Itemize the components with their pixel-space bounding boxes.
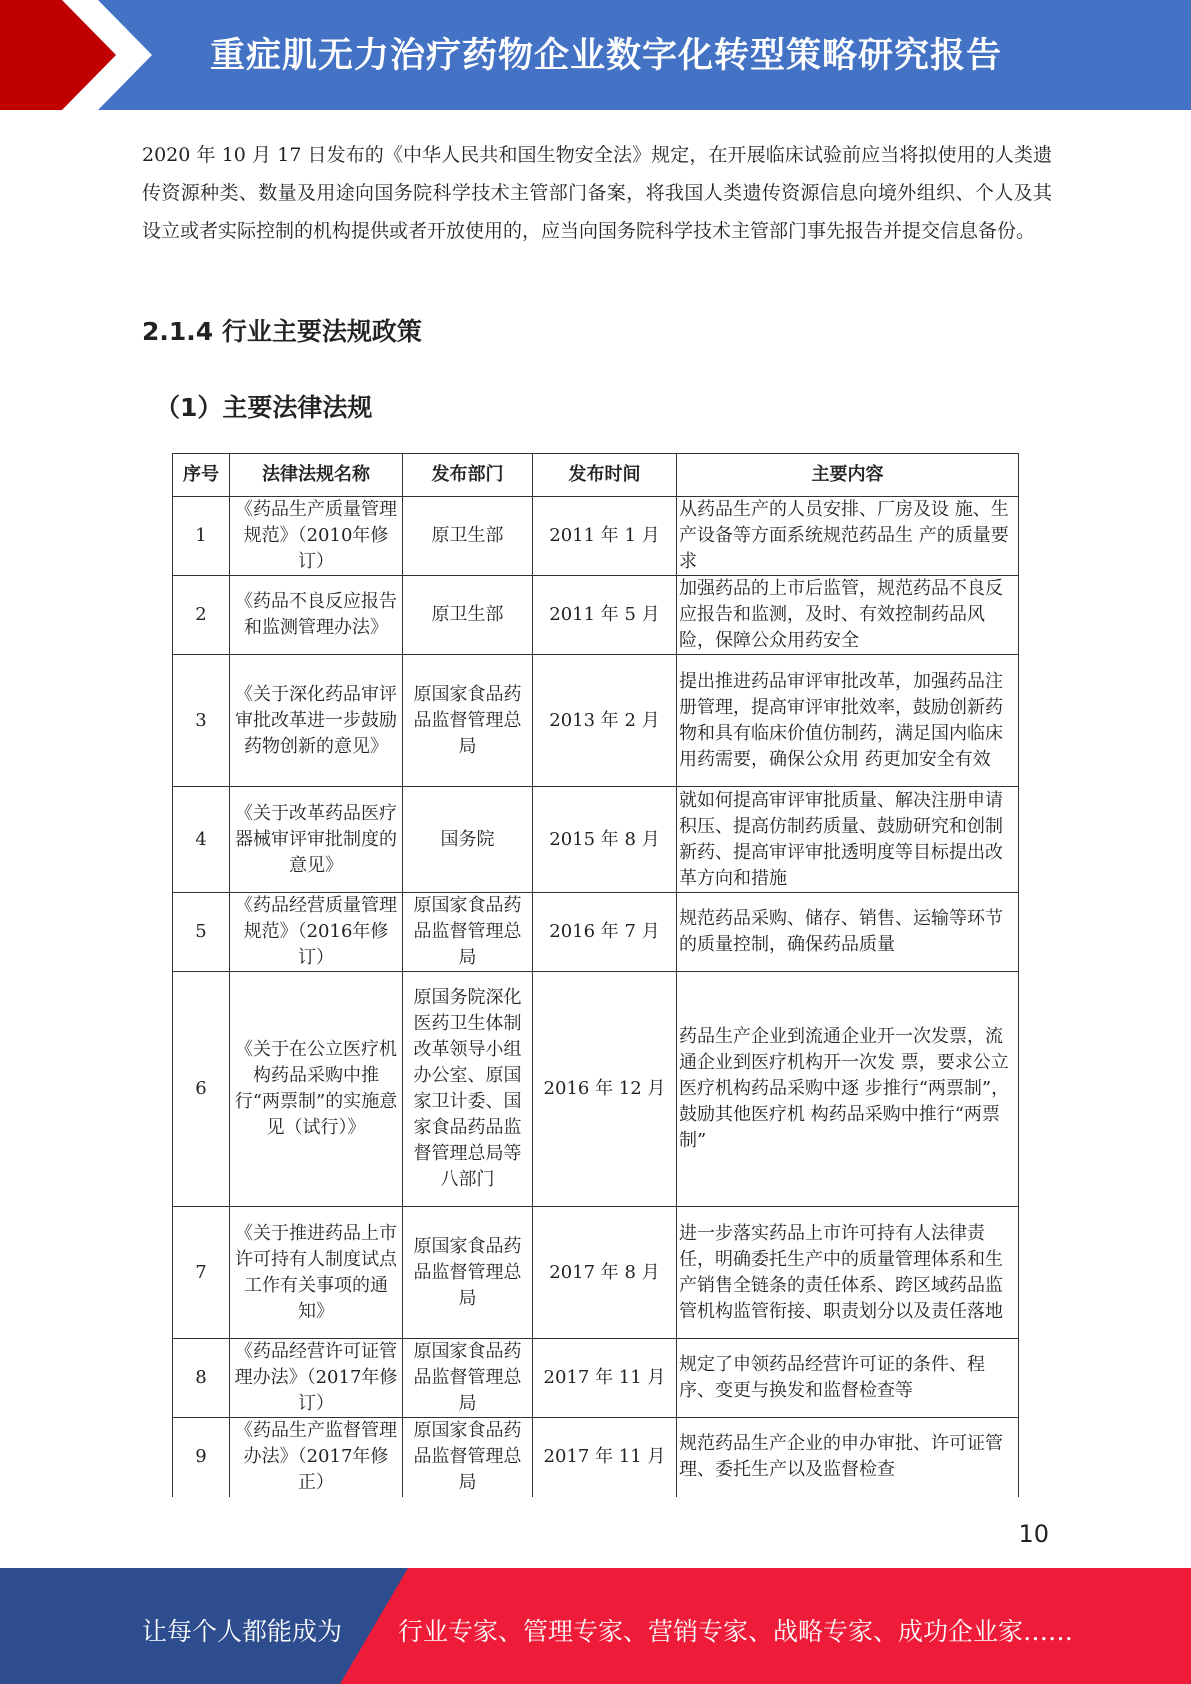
row-no: 8 [173,1339,230,1418]
table-header-row [173,454,1019,497]
table-row [173,893,1019,972]
row-name: 《药品生产质量管理规范》（2010年修订） [230,497,403,576]
table-row [173,655,1019,787]
row-no: 9 [173,1418,230,1497]
row-dept: 原国家食品药品监督管理总局 [403,1339,533,1418]
table-row [173,1339,1019,1418]
table-row [173,576,1019,655]
row-content: 药品生产企业到流通企业开一次发票，流通企业到医疗机构开一次发 票，要求公立医疗机构药品采购中逐 步推行“两票制”，鼓励其他医疗机 构药品采购中推行“两票制” [677,972,1019,1207]
row-no: 1 [173,497,230,576]
regulations-table [172,453,1019,1497]
row-no: 5 [173,893,230,972]
row-content: 从药品生产的人员安排、厂房及设 施、生产设备等方面系统规范药品生 产的质量要求 [677,497,1019,576]
table-row [173,1207,1019,1339]
row-dept: 国务院 [403,787,533,893]
header-content: 主要内容 [677,454,1019,497]
row-dept: 原国家食品药品监督管理总局 [403,1418,533,1497]
row-no: 4 [173,787,230,893]
row-name: 《药品经营质量管理规范》（2016年修订） [230,893,403,972]
header-name: 法律法规名称 [230,454,403,497]
row-dept: 原卫生部 [403,497,533,576]
row-name: 《关于推进药品上市许可持有人制度试点工作有关事项的通知》 [230,1207,403,1339]
row-name: 《关于改革药品医疗器械审评审批制度的意见》 [230,787,403,893]
row-name: 《关于在公立医疗机构药品采购中推行“两票制”的实施意见（试行）》 [230,972,403,1207]
table-row [173,972,1019,1207]
page-number: 10 [1018,1520,1049,1548]
row-content: 就如何提高审评审批质量、解决注册申请积压、提高仿制药质量、鼓励研究和创制新药、提高审评审批透明度等目标提出改革方向和措施 [677,787,1019,893]
row-date: 2016 年 7 月 [533,893,677,972]
row-content: 进一步落实药品上市许可持有人法律责任，明确委托生产中的质量管理体系和生产销售全链条的责任体系、跨区域药品监管机构监管衔接、职责划分以及责任落地 [677,1207,1019,1339]
row-no: 6 [173,972,230,1207]
row-name: 《药品经营许可证管理办法》（2017年修订） [230,1339,403,1418]
row-date: 2016 年 12 月 [533,972,677,1207]
row-dept: 原国家食品药品监督管理总局 [403,1207,533,1339]
row-name: 《药品不良反应报告和监测管理办法》 [230,576,403,655]
row-content: 规定了申领药品经营许可证的条件、程序、变更与换发和监督检查等 [677,1339,1019,1418]
footer-slogan-left: 让每个人都能成为 [142,1617,343,1646]
row-content: 加强药品的上市后监管，规范药品不良反应报告和监测，及时、有效控制药品风险，保障公众用药安全 [677,576,1019,655]
row-name: 《关于深化药品审评审批改革进一步鼓励药物创新的意见》 [230,655,403,787]
row-dept: 原国家食品药品监督管理总局 [403,655,533,787]
section-heading: 2.1.4 行业主要法规政策 [142,317,422,346]
report-title: 重症肌无力治疗药物企业数字化转型策略研究报告 [210,36,1003,76]
header-dept: 发布部门 [403,454,533,497]
row-dept: 原国家食品药品监督管理总局 [403,893,533,972]
row-no: 7 [173,1207,230,1339]
row-date: 2011 年 5 月 [533,576,677,655]
table-row [173,497,1019,576]
row-date: 2011 年 1 月 [533,497,677,576]
row-date: 2017 年 8 月 [533,1207,677,1339]
row-date: 2017 年 11 月 [533,1339,677,1418]
row-no: 2 [173,576,230,655]
footer-slogan-right: 行业专家、管理专家、营销专家、战略专家、成功企业家…… [398,1617,1074,1646]
row-date: 2017 年 11 月 [533,1418,677,1497]
row-date: 2015 年 8 月 [533,787,677,893]
row-content: 提出推进药品审评审批改革，加强药品注册管理，提高审评审批效率，鼓励创新药物和具有临床价值仿制药，满足国内临床用药需要，确保公众用 药更加安全有效 [677,655,1019,787]
subsection-heading: （1）主要法律法规 [155,393,373,422]
row-content: 规范药品采购、储存、销售、运输等环节的质量控制，确保药品质量 [677,893,1019,972]
header-no: 序号 [173,454,230,497]
row-content: 规范药品生产企业的申办审批、许可证管理、委托生产以及监督检查 [677,1418,1019,1497]
table-row [173,1418,1019,1497]
row-dept: 原卫生部 [403,576,533,655]
row-dept: 原国务院深化医药卫生体制改革领导小组办公室、原国家卫计委、国家食品药品监督管理总局等八部门 [403,972,533,1207]
row-name: 《药品生产监督管理办法》（2017年修正） [230,1418,403,1497]
header-date: 发布时间 [533,454,677,497]
intro-paragraph: 2020 年 10 月 17 日发布的《中华人民共和国生物安全法》规定，在开展临床试验前应当将拟使用的人类遗传资源种类、数量及用途向国务院科学技术主管部门备案，将我国人类遗传资源信息向境外组织、个人及其设立或者实际控制的机构提供或者开放使用的，应当向国务院科学技术主管部门事先报告并提交信息备份。 [142,144,1052,242]
row-date: 2013 年 2 月 [533,655,677,787]
row-no: 3 [173,655,230,787]
table-row [173,787,1019,893]
